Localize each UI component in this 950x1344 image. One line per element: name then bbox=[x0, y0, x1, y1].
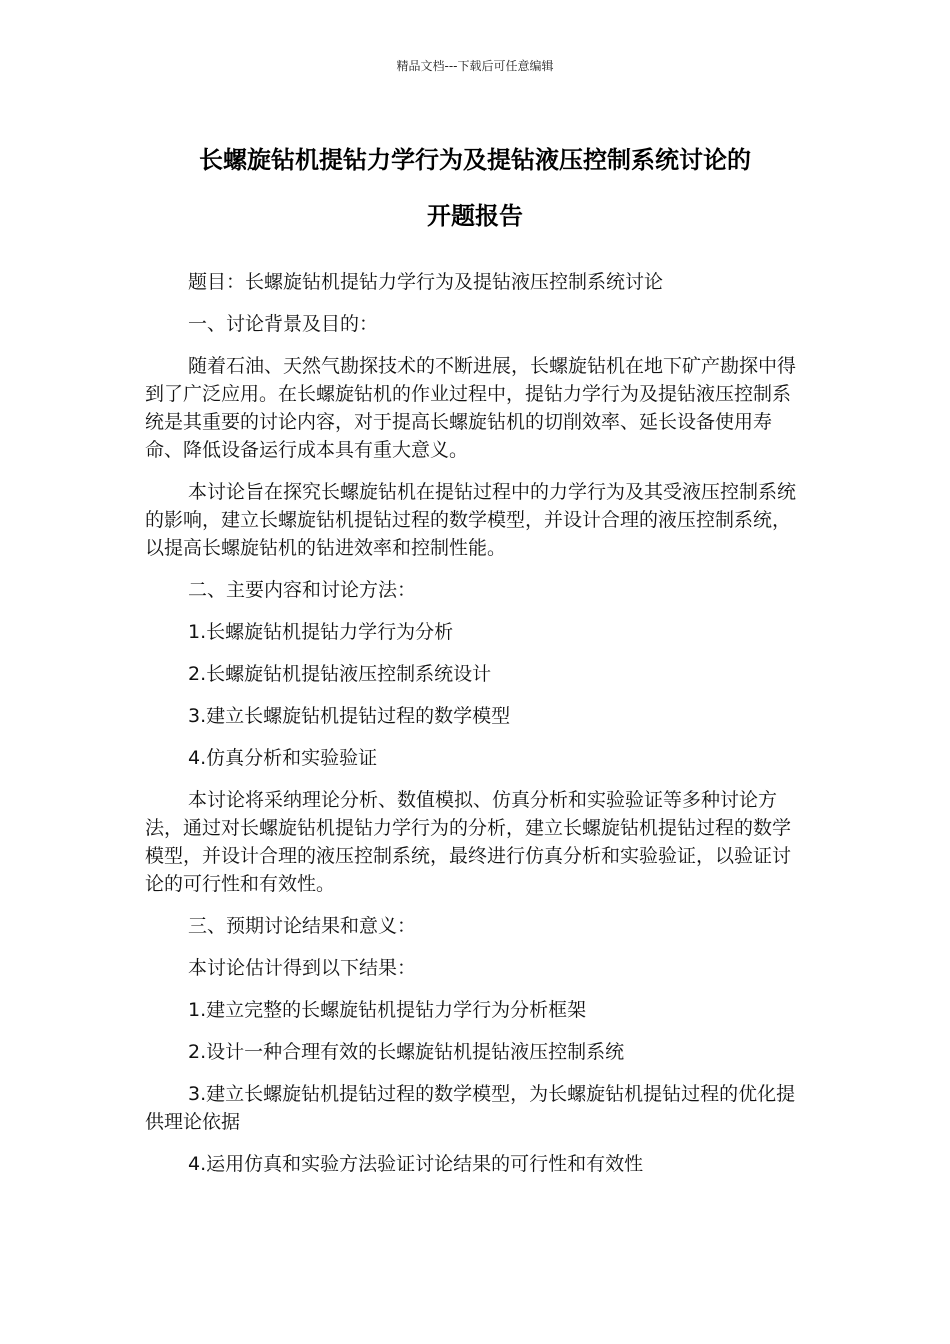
document-body bbox=[145, 268, 800, 1192]
list-item-content-4: 4.仿真分析和实验验证 bbox=[188, 747, 378, 769]
list-item-result-3: 3.建立长螺旋钻机提钻过程的数学模型，为长螺旋钻机提钻过程的优化提供理论依据 bbox=[145, 1083, 796, 1133]
title-line-2: 开题报告 bbox=[427, 202, 523, 230]
list-item-result-1: 1.建立完整的长螺旋钻机提钻力学行为分析框架 bbox=[188, 999, 587, 1021]
list-item-content-1: 1.长螺旋钻机提钻力学行为分析 bbox=[188, 621, 454, 643]
results-intro: 本讨论估计得到以下结果： bbox=[188, 957, 417, 979]
paragraph-background: 随着石油、天然气勘探技术的不断进展，长螺旋钻机在地下矿产勘探中得到了广泛应用。在长螺旋钻机的作业过程中，提钻力学行为及提钻液压控制系统是其重要的讨论内容，对于提高长螺旋钻机的切削效率、延长设备使用寿命、降低设备运行成本具有重大意义。 bbox=[145, 355, 797, 461]
page-header-note: 精品文档---下载后可任意编辑 bbox=[396, 59, 554, 73]
paragraph-methods: 本讨论将采纳理论分析、数值模拟、仿真分析和实验验证等多种讨论方法，通过对长螺旋钻机提钻力学行为的分析，建立长螺旋钻机提钻过程的数学模型，并设计合理的液压控制系统，最终进行仿真分析和实验验证，以验证讨论的可行性和有效性。 bbox=[145, 789, 792, 895]
title-line-1: 长螺旋钻机提钻力学行为及提钻液压控制系统讨论的 bbox=[199, 146, 751, 174]
list-item-result-4: 4.运用仿真和实验方法验证讨论结果的可行性和有效性 bbox=[188, 1153, 644, 1175]
section-heading-results: 三、预期讨论结果和意义： bbox=[188, 915, 417, 937]
topic-line: 题目：长螺旋钻机提钻力学行为及提钻液压控制系统讨论 bbox=[188, 271, 664, 293]
document-title bbox=[120, 132, 830, 244]
paragraph-objective: 本讨论旨在探究长螺旋钻机在提钻过程中的力学行为及其受液压控制系统的影响，建立长螺旋钻机提钻过程的数学模型，并设计合理的液压控制系统，以提高长螺旋钻机的钻进效率和控制性能。 bbox=[145, 481, 797, 559]
list-item-result-2: 2.设计一种合理有效的长螺旋钻机提钻液压控制系统 bbox=[188, 1041, 625, 1063]
section-heading-methods: 二、主要内容和讨论方法： bbox=[188, 579, 417, 601]
list-item-content-3: 3.建立长螺旋钻机提钻过程的数学模型 bbox=[188, 705, 511, 727]
section-heading-background: 一、讨论背景及目的： bbox=[188, 313, 379, 335]
list-item-content-2: 2.长螺旋钻机提钻液压控制系统设计 bbox=[188, 663, 492, 685]
